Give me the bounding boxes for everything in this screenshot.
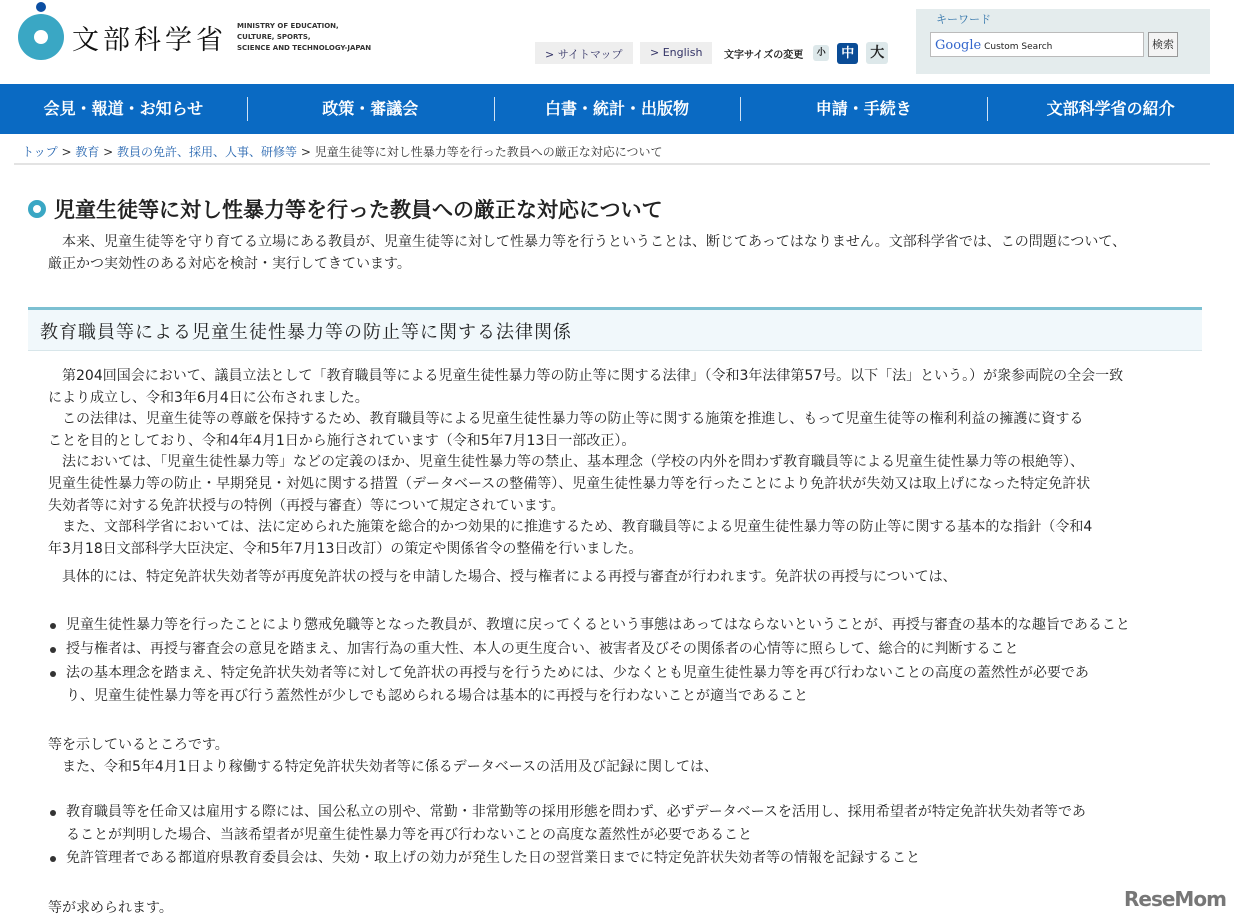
body-line: ことを目的としており、令和4年4月1日から施行されています（令和5年7月13日一部改正）。 (48, 433, 636, 449)
english-link[interactable]: > English (640, 42, 712, 64)
nav-procedures[interactable]: 申請・手続き (740, 84, 987, 134)
list-item: り、児童生徒性暴力等を再び行う蓋然性が少しでも認められる場合は基本的に再授与を行わないことが適当であること (66, 688, 808, 704)
sitemap-link[interactable]: > サイトマップ (535, 42, 633, 64)
body-line: 等を示しているところです。 (48, 737, 229, 753)
font-small-button[interactable]: 小 (813, 45, 829, 61)
font-size-label: 文字サイズの変更 (724, 49, 804, 61)
search-box (916, 9, 1210, 74)
font-medium-button[interactable]: 中 (837, 43, 858, 64)
main-nav (0, 84, 1234, 134)
section-heading: 教育職員等による児童生徒性暴力等の防止等に関する法律関係 (28, 307, 1202, 351)
search-label: キーワード (936, 13, 991, 26)
body-line: 具体的には、特定免許状失効者等が再度免許状の授与を申請した場合、授与権者による再授与審査が行われます。免許状の再授与については、 (48, 569, 957, 585)
resemom-watermark: ReseMom (1124, 887, 1226, 911)
body-line: 年3月18日文部科学大臣決定、令和5年7月13日改訂）の策定や関係省令の整備を行いました。 (48, 541, 643, 557)
body-line: 第204回国会において、議員立法として「教育職員等による児童生徒性暴力等の防止等に関する法律」（令和3年法律第57号。以下「法」という。）が衆参両院の全会一致 (48, 368, 1124, 384)
logo-english (237, 21, 371, 54)
bullet-circle-icon (28, 200, 46, 218)
search-placeholder: Custom Search (984, 42, 1053, 52)
breadcrumb-education[interactable]: 教育 (75, 145, 100, 159)
list-item: 法の基本理念を踏まえ、特定免許状失効者等に対して免許状の再授与を行うためには、少なくとも児童生徒性暴力等を再び行わないことの高度の蓋然性が必要であ (66, 665, 1089, 681)
nav-about[interactable]: 文部科学省の紹介 (987, 84, 1234, 134)
breadcrumb-top[interactable]: トップ (22, 145, 58, 159)
intro-line: 本来、児童生徒等を守り育てる立場にある教員が、児童生徒等に対して性暴力等を行うということは、断じてあってはなりません。文部科学省では、この問題について、 (48, 234, 1127, 250)
body-line: また、令和5年4月1日より稼働する特定免許状失効者等に係るデータベースの活用及び記録に関しては、 (48, 759, 719, 775)
bullet-icon (50, 671, 56, 677)
bullet-icon (50, 810, 56, 816)
body-line: 児童生徒性暴力等の防止・早期発見・対処に関する措置（データベースの整備等）、児童生徒性暴力等を行ったことにより免許状が失効又は取上げになった特定免許状 (48, 476, 1091, 492)
header (0, 0, 1234, 84)
bullet-icon (50, 856, 56, 862)
divider (14, 163, 1210, 165)
mext-logo[interactable] (18, 14, 371, 60)
body-line: 失効者等に対する免許状授与の特例（再授与審査）等について規定されています。 (48, 498, 565, 514)
logo-text: 文部科学省 (72, 24, 227, 56)
page-title (28, 194, 663, 224)
logo-emblem-icon (18, 14, 64, 60)
font-large-button[interactable]: 大 (866, 42, 888, 64)
list-item: 授与権者は、再授与審査会の意見を踏まえ、加害行為の重大性、本人の更生度合い、被害者及びその関係者の心情等に照らして、総合的に判断すること (66, 641, 1019, 657)
logo-en-line: CULTURE, SPORTS, (237, 32, 311, 41)
breadcrumb: トップ > 教育 > 教員の免許、採用、人事、研修等 > 児童生徒等に対し性暴力等を行った教員への厳正な対応について (22, 145, 663, 159)
body-line: 法においては、「児童生徒性暴力等」などの定義のほか、児童生徒性暴力等の禁止、基本理念（学校の内外を問わず教育職員等による児童生徒性暴力等の根絶等）、 (48, 454, 1084, 470)
body-line: また、文部科学省においては、法に定められた施策を総合的かつ効果的に推進するため、教育職員等による児童生徒性暴力等の防止等に関する基本的な指針（令和4 (48, 519, 1093, 535)
font-size-control (724, 42, 888, 64)
bullet-icon (50, 647, 56, 653)
body-line: 等が求められます。 (48, 900, 173, 916)
nav-policy[interactable]: 政策・審議会 (247, 84, 494, 134)
bullet-icon (50, 623, 56, 629)
logo-en-line: MINISTRY OF EDUCATION, (237, 21, 339, 30)
page-title-text: 児童生徒等に対し性暴力等を行った教員への厳正な対応について (54, 198, 663, 222)
list-item: ることが判明した場合、当該希望者が児童生徒性暴力等を再び行わないことの高度な蓋然性が必要であること (66, 827, 752, 843)
intro-line: 厳正かつ実効性のある対応を検討・実行してきています。 (48, 256, 411, 272)
google-logo: Google (935, 38, 982, 53)
body-line: により成立し、令和3年6月4日に公布されました。 (48, 390, 369, 406)
list-item: 免許管理者である都道府県教育委員会は、失効・取上げの効力が発生した日の翌営業日までに特定免許状失効者等の情報を記録すること (66, 850, 920, 866)
logo-en-line: SCIENCE AND TECHNOLOGY-JAPAN (237, 43, 372, 52)
nav-publications[interactable]: 白書・統計・出版物 (494, 84, 741, 134)
search-button[interactable]: 検索 (1148, 32, 1178, 57)
list-item: 児童生徒性暴力等を行ったことにより懲戒免職等となった教員が、教壇に戻ってくるという事態はあってはならないということが、再授与審査の基本的な趣旨であること (66, 617, 1130, 633)
list-item: 教育職員等を任命又は雇用する際には、国公私立の別や、常勤・非常勤等の採用形態を問わず、必ずデータベースを活用し、採用希望者が特定免許状失効者等であ (66, 804, 1086, 820)
breadcrumb-current: 児童生徒等に対し性暴力等を行った教員への厳正な対応について (314, 145, 663, 159)
body-line: この法律は、児童生徒等の尊厳を保持するため、教育職員等による児童生徒性暴力等の防止等に関する施策を推進し、もって児童生徒等の権利利益の擁護に資する (48, 411, 1084, 427)
search-input[interactable] (930, 32, 1144, 57)
breadcrumb-teacher[interactable]: 教員の免許、採用、人事、研修等 (117, 145, 298, 159)
nav-press[interactable]: 会見・報道・お知らせ (43, 99, 204, 118)
